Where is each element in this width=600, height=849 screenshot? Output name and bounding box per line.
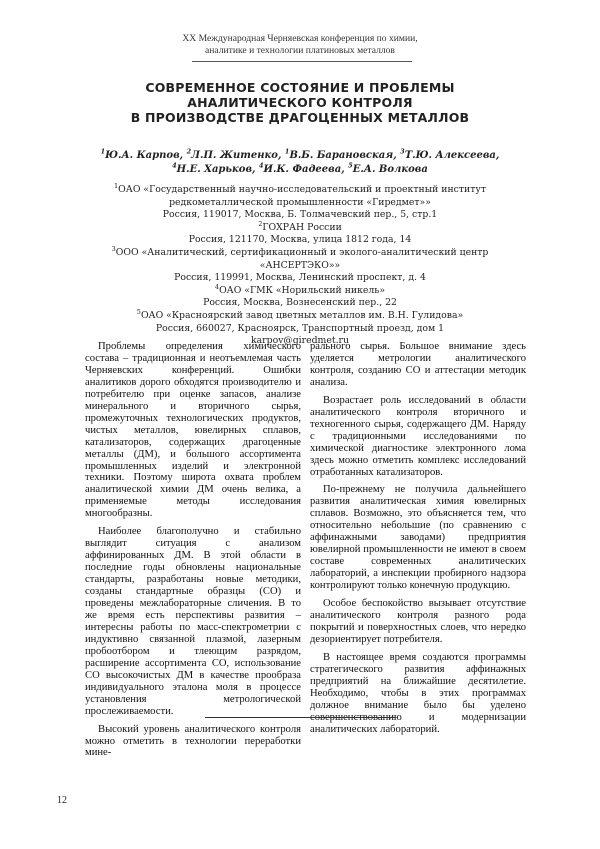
- affiliation-text: ГОХРАН России: [262, 221, 342, 233]
- affiliation-line: [100, 282, 500, 298]
- affiliation-mark: 5: [136, 307, 141, 316]
- affiliation-address: Россия, Москва, Вознесенский пер., 22: [203, 297, 397, 309]
- page-number: 12: [57, 795, 67, 806]
- author-affil-mark: 3: [400, 147, 405, 156]
- body-column-left: [85, 341, 301, 759]
- affiliation-text: ОАО «Государственный научно-исследовательский и проектный институт: [118, 184, 486, 195]
- author-affil-mark: 4: [172, 161, 177, 170]
- author-name: Л.П. Житенко,: [191, 150, 285, 161]
- affiliation-line: [100, 297, 500, 310]
- affiliation-address: Россия, 119017, Москва, Б. Толмачевский пер., 5, стр.1: [162, 209, 438, 221]
- author-name: Т.Ю. Алексеева,: [404, 150, 500, 161]
- affiliation-mark: 1: [114, 181, 119, 190]
- affiliation-line: [100, 197, 500, 210]
- affiliation-mark: 3: [111, 244, 116, 253]
- end-of-article-rule: [205, 717, 395, 718]
- affiliation-mark: 4: [214, 282, 220, 291]
- author-line-1: [100, 149, 500, 163]
- contact-email: karpov@giredmet.ru: [251, 335, 349, 347]
- affiliation-text: ООО «Аналитический, сертификационный и эколого-аналитический центр «АНСЕРТЭКО»»: [115, 246, 489, 271]
- author-name: И.К. Фадеева,: [263, 164, 349, 175]
- header-divider: [192, 61, 412, 62]
- author-line-2: [100, 163, 500, 177]
- title-line-3: В ПРОИЗВОДСТВЕ ДРАГОЦЕННЫХ МЕТАЛЛОВ: [130, 110, 470, 125]
- running-header-line-1: XX Международная Черняевская конференция по химии,: [182, 33, 418, 44]
- affiliation-line: [100, 323, 500, 336]
- running-header: [160, 33, 440, 57]
- affiliation-text: редкометаллической промышленности «Гиредмет»»: [169, 196, 431, 208]
- author-affil-mark: 1: [284, 147, 290, 156]
- title-line-2: АНАЛИТИЧЕСКОГО КОНТРОЛЯ: [187, 95, 413, 110]
- affiliation-line: [100, 209, 500, 222]
- body-paragraph-continuation: рального сырья. Большое внимание здесь уделяется метрологии аналитического контроля, созданию СО и аттестации методик анализа.: [310, 341, 526, 388]
- body-column-right: [310, 341, 526, 736]
- author-affil-mark: 2: [186, 147, 192, 156]
- affiliation-line: [100, 307, 500, 323]
- title-line-1: СОВРЕМЕННОЕ СОСТОЯНИЕ И ПРОБЛЕМЫ: [145, 80, 455, 95]
- author-name: В.Б. Барановская,: [289, 150, 401, 161]
- author-affil-mark: 4: [258, 161, 264, 170]
- affiliation-address: Россия, 121170, Москва, улица 1812 года, 14: [188, 234, 412, 246]
- author-name: Е.А. Волкова: [352, 164, 428, 175]
- affiliation-line: [100, 219, 500, 235]
- body-paragraph: В настоящее время создаются программы стратегического развития аффинажных предприятий на ближайшие десятилетие. Необходимо, чтобы в этих программах должное внимание было бы уделено совершенствованию и модернизации аналитических лабораторий.: [310, 651, 526, 735]
- body-paragraph: Высокий уровень аналитического контроля можно отметить в технологии переработки мине-: [85, 723, 301, 759]
- affiliation-text: ОАО «ГМК «Норильский никель»: [219, 284, 386, 296]
- affiliation-block: [100, 181, 500, 348]
- affiliation-line: [100, 181, 500, 197]
- body-paragraph: Наиболее благополучно и стабильно выглядит ситуация с анализом аффинированных ДМ. В этой области в последние годы обновлены национальные стандарты, разработаны новые методики, созданы стандартные образцы (СО) и проведены межлабораторные сличения. В то же время есть перспективы развития – интересны работы по масс-спектрометрии с индуктивно связанной плазмой, лазерным пробоотбором и тлеющим разрядом, расширение ассортимента СО, использование СО высокочистых ДМ в качестве прообраза индивидуального эталона моля в процессе установления метрологической прослеживаемости.: [85, 526, 301, 717]
- affiliation-address: Россия, 660027, Красноярск, Транспортный проезд, дом 1: [155, 322, 445, 334]
- author-name: Ю.А. Карпов,: [105, 150, 187, 161]
- author-affil-mark: 1: [100, 147, 106, 156]
- affiliation-mark: 2: [258, 219, 263, 228]
- affiliation-line: [100, 272, 500, 285]
- affiliation-line: [100, 244, 500, 272]
- paper-title: [100, 80, 500, 125]
- affiliation-line: [100, 234, 500, 247]
- running-header-line-2: аналитике и технологии платиновых металлов: [205, 45, 395, 56]
- body-paragraph: Возрастает роль исследований в области аналитического контроля вторичного и техногенного сырья, содержащего ДМ. Наряду с традиционными исследованиями по химической диагностике электронного лома здесь можно отметить комплекс исследований отработанных катализаторов.: [310, 394, 526, 478]
- body-paragraph: По-прежнему не получила дальнейшего развития аналитическая химия ювелирных сплавов. Возможно, это объясняется тем, что относительно небольшие (по сравнению с аффинажными заводами) предприятия ювелирной промышленности не имеют в своем составе современных аналитических лабораторий, а инспекции пробирного надзора контролируют только конечную продукцию.: [310, 484, 526, 592]
- affiliation-text: ОАО «Красноярский завод цветных металлов им. В.Н. Гулидова»: [140, 309, 464, 321]
- author-name: Н.Е. Харьков,: [176, 164, 259, 175]
- body-paragraph: Особое беспокойство вызывает отсутствие аналитического контроля разного рода покрытий и поверхностных слоев, что нередко дезориентирует потребителя.: [310, 598, 526, 645]
- affiliation-address: Россия, 119991, Москва, Ленинский проспект, д. 4: [174, 272, 426, 284]
- author-affil-mark: 5: [348, 161, 353, 170]
- author-list: [100, 149, 500, 177]
- body-paragraph: Проблемы определения химического состава – традиционная и неотъемлемая часть Черняевских конференций. Ошибки аналитиков дорого обходятся производителю и потребителю при оценке запасов, анализе минерального и вторичного сырья, промежуточных технологических продуктов, чистых металлов, ювелирных сплавов, катализаторов, содержащих драгоценные металлы (ДМ), и большого ассортимента промышленных изделий и электронной техники. Поэтому широта охвата проблем аналитической химии ДМ очень велика, а применяемые методы исследования многообразны.: [85, 341, 301, 520]
